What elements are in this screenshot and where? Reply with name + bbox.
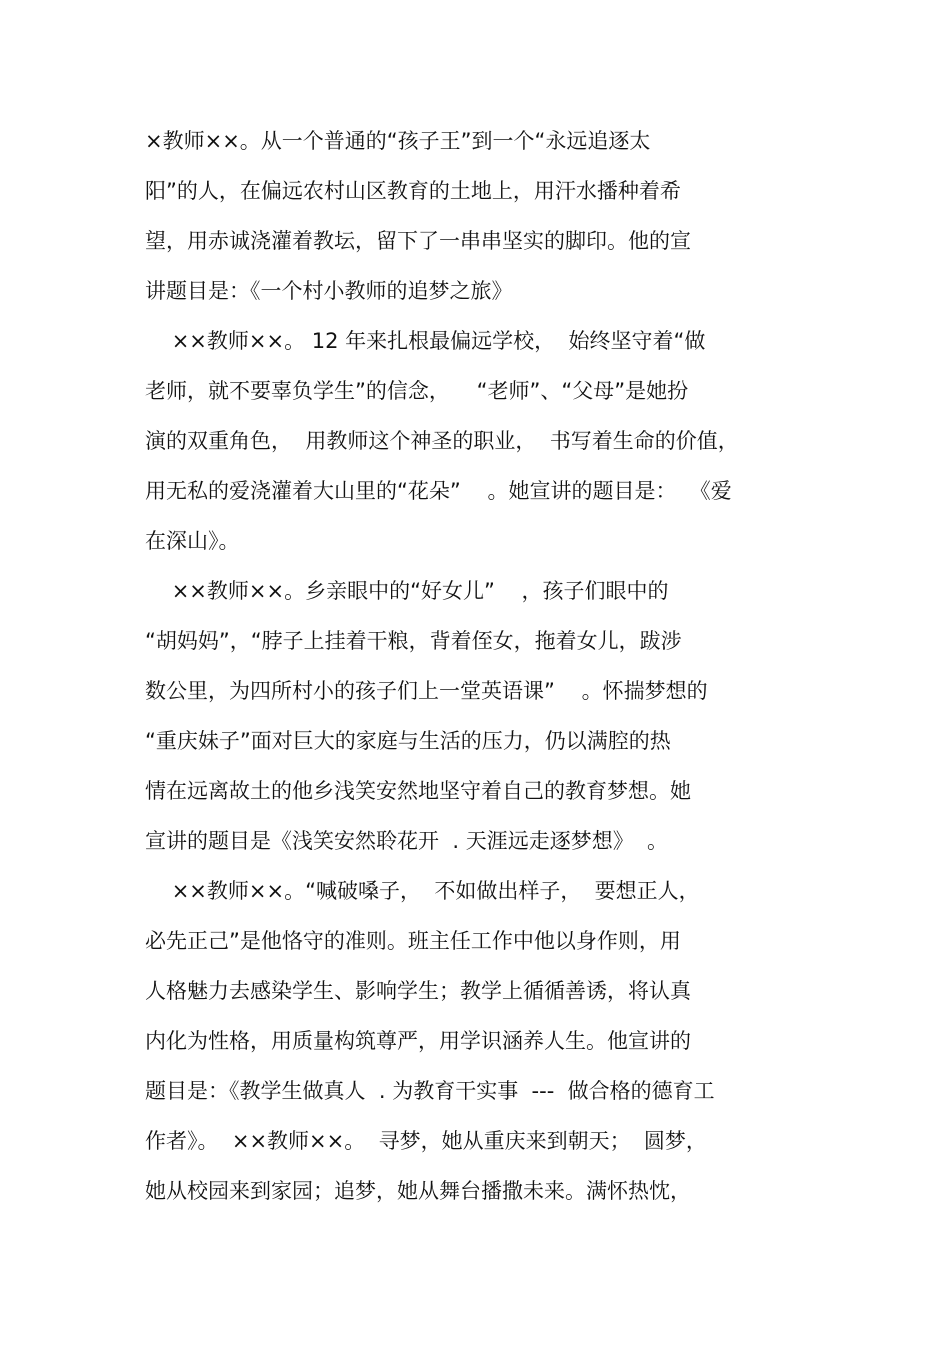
text-line: 人格魅力去感染学生、影响学生；教学上循循善诱，将认真	[145, 979, 691, 1003]
text-line: 题目是：《教学生做真人 . 为教育干实事 --- 做合格的德育工	[145, 1079, 715, 1103]
text-line: ××教师××。 12 年来扎根最偏远学校， 始终坚守着“做	[145, 329, 706, 353]
text-line: 她从校园来到家园；追梦，她从舞台播撒未来。满怀热忱，	[145, 1179, 691, 1203]
text-line: 在深山》。	[145, 529, 240, 553]
text-line: 老师，就不要辜负学生”的信念， “老师”、“父母”是她扮	[145, 379, 689, 403]
text-line: 内化为性格，用质量构筑尊严，用学识涵养人生。他宣讲的	[145, 1029, 691, 1053]
text-line: 阳”的人，在偏远农村山区教育的土地上，用汗水播种着希	[145, 179, 681, 203]
text-line: 用无私的爱浇灌着大山里的“花朵” 。她宣讲的题目是： 《爱	[145, 479, 732, 503]
text-line: ×教师××。从一个普通的“孩子王”到一个“永远追逐太	[145, 129, 651, 153]
text-line: 望，用赤诚浇灌着教坛，留下了一串串坚实的脚印。他的宣	[145, 229, 691, 253]
text-line: 数公里，为四所村小的孩子们上一堂英语课” 。怀揣梦想的	[145, 679, 708, 703]
text-line: 作者》。 ××教师××。 寻梦，她从重庆来到朝天； 圆梦，	[145, 1129, 707, 1153]
text-line: ××教师××。“喊破嗓子， 不如做出样子， 要想正人，	[145, 879, 700, 903]
text-line: “胡妈妈”，“脖子上挂着干粮，背着侄女，拖着女儿，跋涉	[145, 629, 682, 653]
text-line: 演的双重角色， 用教师这个神圣的职业， 书写着生命的价值，	[145, 429, 739, 453]
text-line: 情在远离故土的他乡浅笑安然地坚守着自己的教育梦想。她	[145, 779, 691, 803]
text-line: “重庆妹子”面对巨大的家庭与生活的压力，仍以满腔的热	[145, 729, 671, 753]
text-line: 宣讲的题目是《浅笑安然聆花开 . 天涯远走逐梦想》 。	[145, 829, 669, 853]
text-line: 必先正己”是他恪守的准则。班主任工作中他以身作则，用	[145, 929, 681, 953]
text-line: 讲题目是：《一个村小教师的追梦之旅》	[145, 279, 513, 303]
text-line: ××教师××。乡亲眼中的“好女儿” ，孩子们眼中的	[145, 579, 669, 603]
